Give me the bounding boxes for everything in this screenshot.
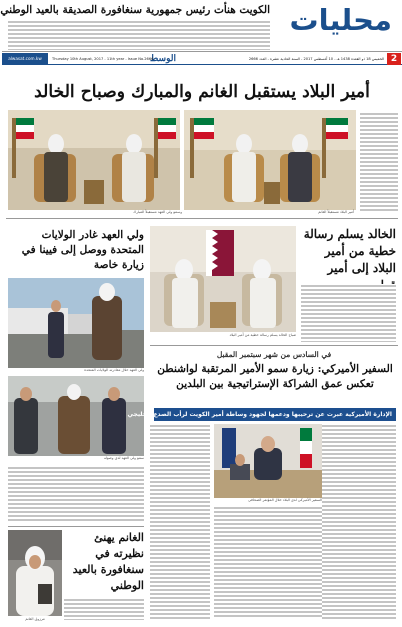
- page-number: 2: [390, 54, 398, 64]
- date-arabic: الخميس 18 ذو القعدة 1438 هـ - 10 أغسطس 2017 - السنة الحادية عشرة - العدد 2666: [248, 57, 384, 61]
- lead-headline: أمير البلاد يستقبل الغانم والمبارك وصباح الخالد: [34, 82, 370, 102]
- lead-caption-left: وسمو ولي العهد مستقبلاً المبارك: [133, 210, 182, 214]
- ambassador-kicker: في السادس من شهر سبتمبر المقبل: [216, 350, 332, 359]
- qatar-headline: الخالد يسلم رسالة خطية من أمير البلاد إلى أمير: [303, 227, 396, 275]
- lead-caption-right: أمير البلاد مستقبلاً الغانم: [318, 210, 354, 214]
- qatar-photo: [150, 226, 296, 332]
- top-story-box: [0, 3, 270, 51]
- ambassador-text-right: [322, 424, 396, 619]
- ghanim-caption: مرزوق الغانم: [25, 617, 45, 621]
- website-label: [2, 53, 48, 65]
- masthead-rule: [2, 51, 402, 52]
- crown-prince-caption-top: ولي العهد خلال مغادرته الولايات المتحدة: [84, 368, 144, 372]
- website: alwasat.com.kw: [8, 56, 42, 61]
- lead-photo-left: [8, 110, 180, 210]
- brand-name: الوسط: [150, 54, 176, 64]
- masthead: [2, 0, 402, 56]
- ambassador-photo: [214, 424, 322, 498]
- ambassador-banner-text: الإدارة الأميركية عبرت عن ترحيبها ودعمها لجهود وساطة أمير الكويت لرأب الصدع الخليجي: [127, 411, 392, 418]
- crown-prince-text: [8, 466, 144, 522]
- date-english: Thursday 10th August, 2017 - 11th year - Issue No.2666: [52, 57, 154, 61]
- crown-prince-photo-top: [8, 278, 144, 368]
- top-story-headline: الكويت هنأت رئيس جمهورية سنغافورة الصديقة بالعيد الوطني: [0, 4, 270, 16]
- crown-prince-caption-bottom: سمو ولي العهد لدى وصوله: [103, 456, 144, 460]
- lead-column-text: [360, 112, 398, 212]
- lead-rule: [6, 218, 398, 219]
- middle-rule: [150, 345, 398, 346]
- qatar-caption: صباح الخالد يسلم رسالة خطية من أمير البلاد: [229, 333, 296, 337]
- top-story-text: [8, 20, 270, 50]
- ghanim-headline: الغانم يهنئ نظيرته في سنغافورة بالعيد الوطني: [72, 531, 144, 592]
- crown-prince-headline: ولي العهد غادر الولايات المتحدة ووصل إلى فيينا في زيارة خاصة: [21, 229, 144, 271]
- ambassador-text-middle: [214, 506, 322, 619]
- crown-prince-photo-bottom: [8, 376, 144, 456]
- ambassador-caption: السفير الأميركي لدى البلاد خلال المؤتمر الصحافي: [248, 498, 322, 502]
- ghanim-rule: [8, 526, 144, 527]
- ambassador-headline: السفير الأميركي: زيارة سمو الأمير المرتقبة لواشنطن تعكس عمق الشراكة الإستراتيجية بين البلدين: [157, 363, 393, 390]
- ghanim-photo: [8, 530, 62, 616]
- date-bar: [2, 53, 402, 65]
- lead-photo-right: [184, 110, 356, 210]
- ghanim-text: [64, 598, 144, 620]
- page-number-badge: [387, 53, 401, 65]
- ambassador-text-left: [150, 424, 210, 619]
- qatar-text-right: [301, 284, 396, 342]
- ambassador-banner: [127, 408, 396, 421]
- masthead-logo: محليات: [289, 3, 392, 37]
